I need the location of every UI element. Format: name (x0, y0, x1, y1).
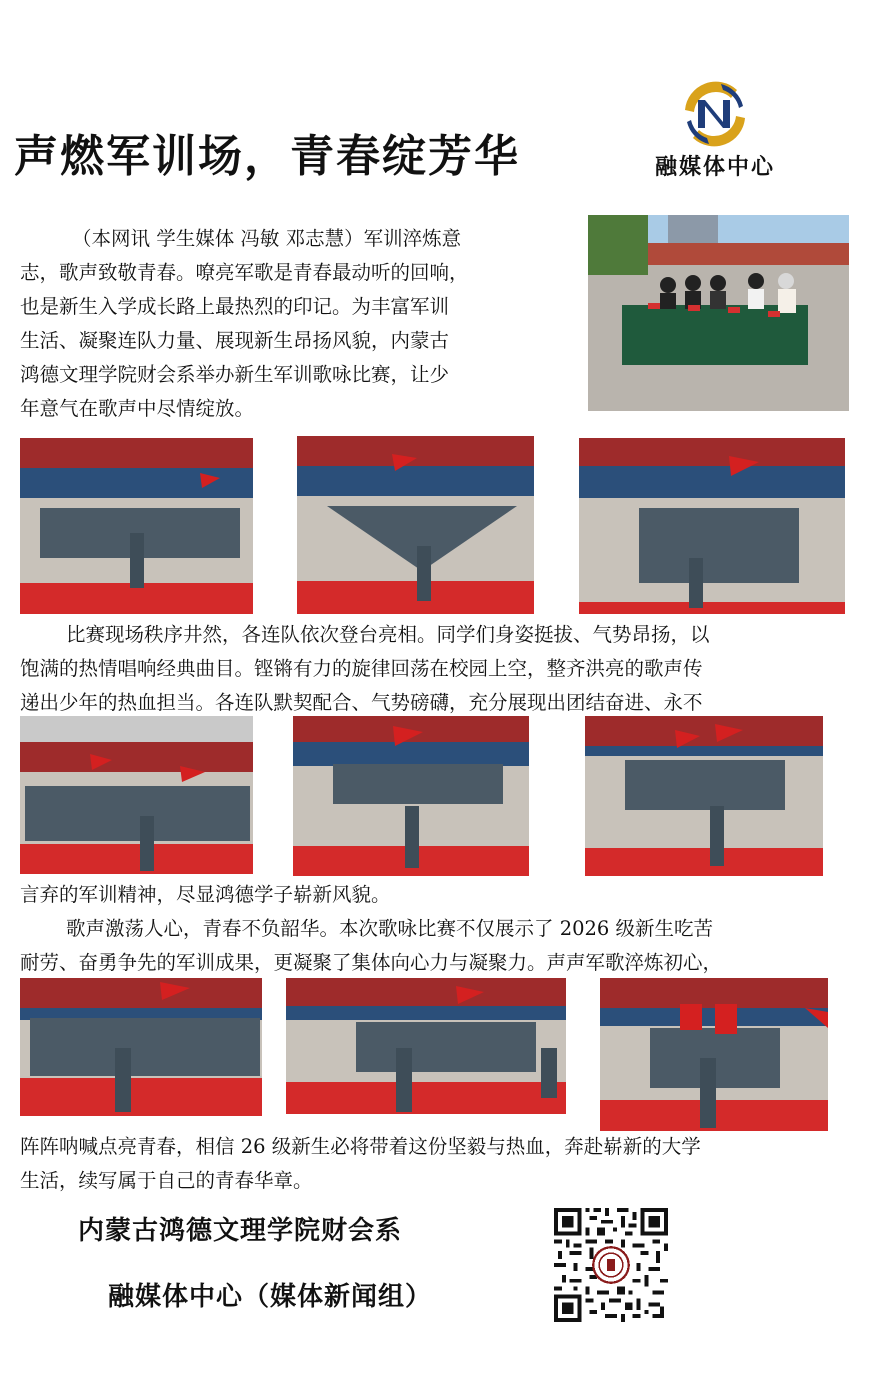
text-line: 耐劳、奋勇争先的军训成果，更凝聚了集体向心力与凝聚力。声声军歌淬炼初心， (20, 951, 723, 974)
logo-text: 融媒体中心 (654, 155, 775, 180)
paragraph-4 (20, 1130, 880, 1198)
text-line: 阵阵呐喊点亮青春，相信 26 级新生必将带着这份坚毅与热血，奔赴崭新的大学 (20, 1135, 701, 1158)
text-line: 鸿德文理学院财会系举办新生军训歌咏比赛，让少 (20, 363, 450, 386)
text-line: 递出少年的热血担当。各连队默契配合、气势磅礴，充分展现出团结奋进、永不 (20, 691, 703, 714)
paragraph-3 (20, 878, 880, 980)
text-line: 生活、凝聚连队力量、展现新生昂扬风貌，内蒙古 (20, 329, 450, 352)
logo-emblem-icon (640, 78, 790, 150)
footer-org: 内蒙古鸿德文理学院财会系 (78, 1216, 403, 1246)
photo-choir-2 (297, 436, 534, 614)
article-title: 声燃军训场，青春绽芳华 (14, 131, 520, 182)
photo-choir-7 (20, 978, 262, 1116)
footer-dept: 融媒体中心（媒体新闻组） (108, 1282, 433, 1312)
qr-code (554, 1208, 668, 1322)
text-line: 也是新生入学成长路上最热烈的印记。为丰富军训 (20, 295, 450, 318)
paragraph-1 (20, 222, 580, 426)
text-line: 志，歌声致敬青春。嘹亮军歌是青春最动听的回响， (20, 261, 469, 284)
photo-judges-table (588, 215, 849, 411)
photo-choir-5 (293, 716, 529, 876)
text-line: （本网讯 学生媒体 冯敏 邓志慧）军训淬炼意 (72, 227, 462, 250)
text-line: 饱满的热情唱响经典曲目。铿锵有力的旋律回荡在校园上空，整齐洪亮的歌声传 (20, 657, 703, 680)
text-line: 生活，续写属于自己的青春华章。 (20, 1169, 313, 1192)
photo-choir-9 (600, 978, 828, 1131)
text-line: 年意气在歌声中尽情绽放。 (20, 397, 255, 420)
paragraph-2 (20, 618, 880, 720)
photo-choir-8 (286, 978, 566, 1114)
photo-choir-1 (20, 438, 253, 614)
qr-code-image (554, 1208, 668, 1322)
photo-choir-3 (579, 438, 845, 614)
media-center-logo (640, 78, 790, 188)
photo-choir-6 (585, 716, 823, 876)
photo-choir-4 (20, 716, 253, 874)
text-line: 言弃的军训精神，尽显鸿德学子崭新风貌。 (20, 883, 391, 906)
text-line: 比赛现场秩序井然，各连队依次登台亮相。同学们身姿挺拔、气势昂扬，以 (66, 623, 710, 646)
text-line: 歌声激荡人心，青春不负韶华。本次歌咏比赛不仅展示了 2026 级新生吃苦 (66, 917, 714, 940)
